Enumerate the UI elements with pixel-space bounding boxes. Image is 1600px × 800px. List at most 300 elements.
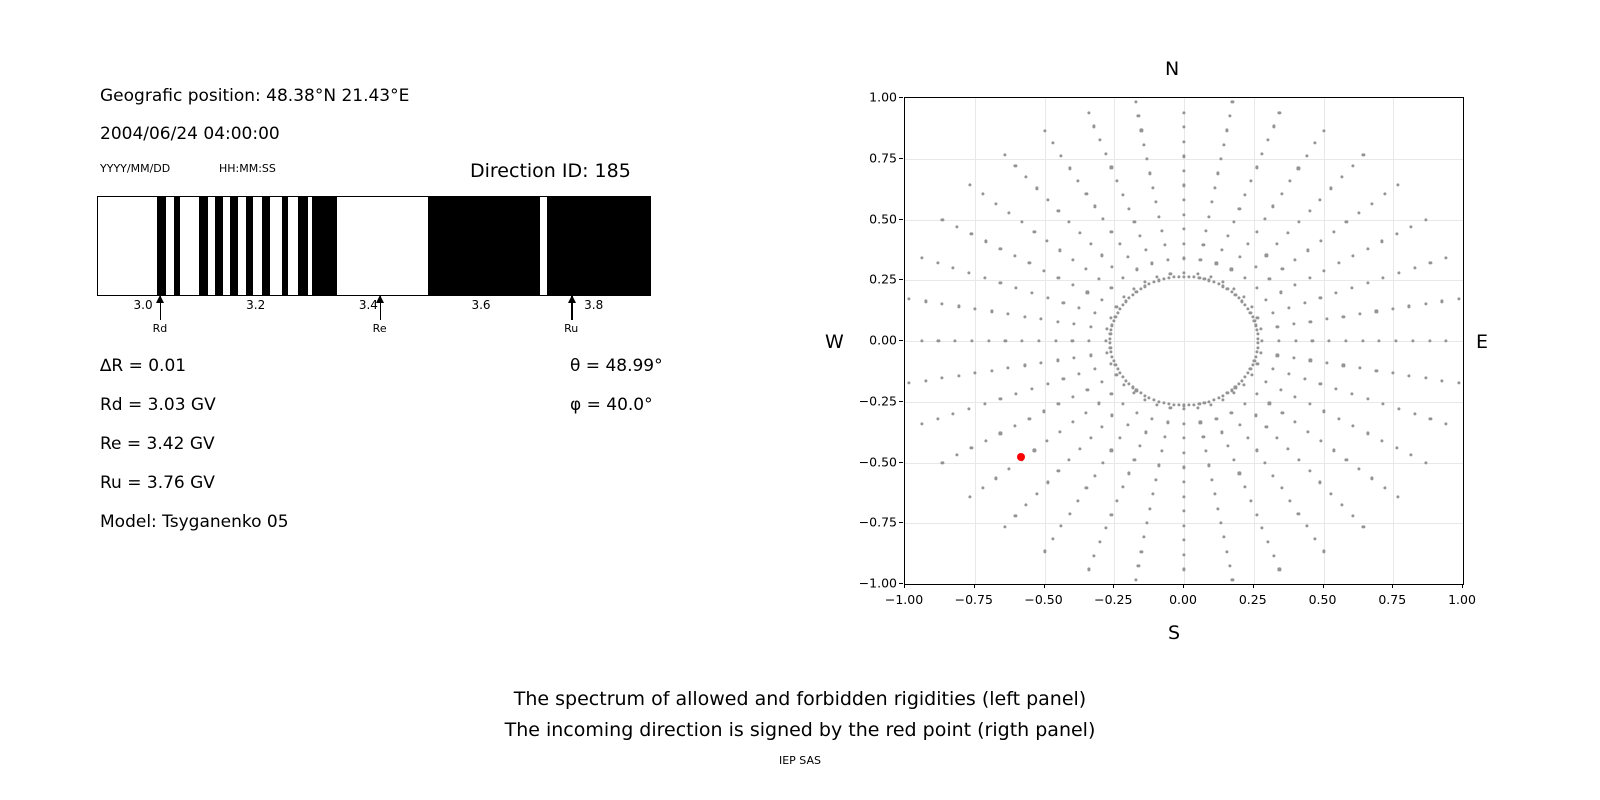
direction-sample-point xyxy=(1057,470,1060,473)
direction-sample-point xyxy=(1100,254,1103,257)
direction-sample-point xyxy=(1100,381,1103,384)
direction-sample-point xyxy=(1134,579,1137,582)
direction-sample-point xyxy=(1231,100,1234,103)
direction-sample-point xyxy=(1288,179,1291,182)
direction-sample-point xyxy=(1366,247,1369,250)
direction-sample-point xyxy=(1381,439,1384,442)
direction-sample-point xyxy=(1151,186,1154,189)
direction-sample-point xyxy=(983,276,986,279)
direction-inner-ring-point xyxy=(1114,364,1117,367)
direction-sample-point xyxy=(1255,513,1258,516)
direction-inner-ring-point xyxy=(1255,328,1258,331)
direction-inner-ring-point xyxy=(1172,276,1175,279)
direction-sample-point xyxy=(982,193,985,196)
direction-sample-point xyxy=(1160,449,1163,452)
direction-sample-point xyxy=(1350,286,1353,289)
direction-sample-point xyxy=(1110,286,1113,289)
x-axis-tick-label: 0.25 xyxy=(1238,592,1267,607)
compass-south-label: S xyxy=(1168,622,1181,644)
direction-sample-point xyxy=(1046,239,1049,242)
direction-sample-point xyxy=(1123,383,1126,386)
direction-sample-point xyxy=(1033,449,1036,452)
direction-sample-point xyxy=(1306,430,1309,433)
y-axis-tick-mark xyxy=(899,97,903,98)
param-phi: φ = 40.0° xyxy=(570,395,653,415)
direction-inner-ring-point xyxy=(1172,403,1175,406)
direction-sample-point xyxy=(1139,234,1142,237)
direction-sample-point xyxy=(1272,205,1275,208)
direction-inner-ring-point xyxy=(1177,404,1180,407)
direction-sample-point xyxy=(1292,356,1295,359)
direction-sample-point xyxy=(1366,432,1369,435)
direction-sample-point xyxy=(1163,435,1166,438)
direction-sample-point xyxy=(1233,287,1236,290)
direction-sample-point xyxy=(1182,568,1185,571)
direction-sample-point xyxy=(1410,225,1413,228)
direction-sample-point xyxy=(970,339,973,342)
direction-inner-ring-point xyxy=(1127,382,1130,385)
direction-sample-point xyxy=(1255,393,1258,396)
x-axis-tick-label: −0.75 xyxy=(954,592,993,607)
direction-inner-ring-point xyxy=(1217,396,1220,399)
forbidden-band xyxy=(246,197,254,295)
direction-sample-point xyxy=(1023,315,1026,318)
direction-sample-point xyxy=(1056,359,1059,362)
direction-sample-point xyxy=(1424,302,1427,305)
direction-sample-point xyxy=(1062,378,1065,381)
direction-sample-point xyxy=(1088,339,1091,342)
direction-sample-point xyxy=(1156,403,1159,406)
y-axis-tick-label: −1.00 xyxy=(858,575,897,591)
direction-sample-point xyxy=(1121,276,1124,279)
rigidity-tick-label: 3.2 xyxy=(246,298,266,312)
direction-sample-point xyxy=(1232,458,1235,461)
direction-inner-ring-point xyxy=(1127,296,1130,299)
direction-sample-point xyxy=(1211,478,1214,481)
direction-sample-point xyxy=(1265,425,1268,428)
direction-sample-point xyxy=(1004,339,1007,342)
marker-arrow-head-icon xyxy=(156,295,164,303)
direction-sample-point xyxy=(1057,209,1060,212)
direction-sample-point xyxy=(1413,413,1416,416)
forbidden-band xyxy=(298,197,308,295)
direction-sample-point xyxy=(984,240,987,243)
direction-inner-ring-point xyxy=(1110,351,1113,354)
y-axis-tick-label: 0.25 xyxy=(869,271,897,287)
direction-sample-point xyxy=(1151,493,1154,496)
direction-sample-point xyxy=(1085,192,1088,195)
direction-inner-ring-point xyxy=(1244,375,1247,378)
direction-sample-point xyxy=(1182,495,1185,498)
direction-sample-point xyxy=(1209,403,1212,406)
y-axis-tick-mark xyxy=(899,340,903,341)
y-axis-tick-label: 1.00 xyxy=(869,89,897,105)
direction-sample-point xyxy=(1243,276,1246,279)
direction-sample-point xyxy=(1071,339,1074,342)
direction-sample-point xyxy=(1123,296,1126,299)
direction-sample-point xyxy=(1086,388,1089,391)
direction-sample-point xyxy=(1205,449,1208,452)
direction-inner-ring-point xyxy=(1253,320,1256,323)
y-axis-tick-mark xyxy=(899,279,903,280)
direction-inner-ring-point xyxy=(1217,283,1220,286)
direction-sample-point xyxy=(1182,480,1185,483)
direction-sample-point xyxy=(1358,312,1361,315)
direction-sample-point xyxy=(1033,230,1036,233)
direction-sample-point xyxy=(1323,269,1326,272)
direction-inner-ring-point xyxy=(1124,379,1127,382)
date-format-label: YYYY/MM/DD xyxy=(100,162,171,175)
direction-sample-point xyxy=(1294,395,1297,398)
direction-sample-point xyxy=(1287,306,1290,309)
gridline-horizontal xyxy=(905,159,1463,160)
direction-sample-point xyxy=(1424,377,1427,380)
direction-sample-point xyxy=(1272,311,1275,314)
direction-sample-point xyxy=(1278,111,1281,114)
direction-sample-point xyxy=(1308,403,1311,406)
direction-sample-point xyxy=(1057,276,1060,279)
direction-sample-point xyxy=(1105,328,1108,331)
direction-sample-point xyxy=(1413,266,1416,269)
y-axis-tick-mark xyxy=(899,158,903,159)
direction-sample-point xyxy=(1457,382,1460,385)
direction-sample-point xyxy=(1182,539,1185,542)
direction-inner-ring-point xyxy=(1226,392,1229,395)
direction-sample-point xyxy=(1265,381,1268,384)
direction-inner-ring-point xyxy=(1124,300,1127,303)
direction-sample-point xyxy=(1225,129,1228,132)
direction-sample-point xyxy=(957,305,960,308)
direction-sample-point xyxy=(1337,262,1340,265)
direction-sample-point xyxy=(1294,339,1297,342)
direction-sample-point xyxy=(1254,265,1257,268)
direction-sample-point xyxy=(1068,167,1071,170)
direction-sample-point xyxy=(983,403,986,406)
direction-sample-point xyxy=(1308,209,1311,212)
direction-sample-point xyxy=(1249,499,1252,502)
direction-sample-point xyxy=(1208,215,1211,218)
direction-sample-point xyxy=(1266,138,1269,141)
direction-sample-point xyxy=(952,413,955,416)
direction-inner-ring-point xyxy=(1116,368,1119,371)
direction-inner-ring-point xyxy=(1109,346,1112,349)
direction-sample-point xyxy=(1078,231,1081,234)
direction-sample-point xyxy=(1078,306,1081,309)
direction-sample-point xyxy=(970,232,973,235)
direction-sample-point xyxy=(1182,213,1185,216)
direction-sample-point xyxy=(1154,201,1157,204)
direction-sample-point xyxy=(1093,554,1096,557)
direction-sample-point xyxy=(1202,244,1205,247)
direction-sample-point xyxy=(1182,510,1185,513)
direction-sample-point xyxy=(1105,351,1108,354)
direction-sample-point xyxy=(941,377,944,380)
direction-sample-point xyxy=(1247,243,1250,246)
direction-sample-point xyxy=(1441,379,1444,382)
direction-sample-point xyxy=(1429,261,1432,264)
direction-id-label: Direction ID: 185 xyxy=(470,160,631,182)
direction-sample-point xyxy=(1322,550,1325,553)
x-axis-tick-mark xyxy=(1392,584,1393,588)
direction-sample-point xyxy=(1110,230,1113,233)
direction-sample-point xyxy=(1294,258,1297,261)
direction-sample-point xyxy=(1093,311,1096,314)
direction-sample-point xyxy=(1060,525,1063,528)
direction-sample-point xyxy=(1238,424,1241,427)
marker-arrow-head-icon xyxy=(568,295,576,303)
direction-sample-point xyxy=(1325,317,1328,320)
forbidden-band xyxy=(199,197,207,295)
direction-sample-point xyxy=(1445,256,1448,259)
direction-sample-point xyxy=(1222,536,1225,539)
direction-sample-point xyxy=(1202,435,1205,438)
direction-sample-point xyxy=(1116,180,1119,183)
y-axis-tick-label: 0.50 xyxy=(869,211,897,226)
direction-sample-point xyxy=(1314,142,1317,145)
direction-sample-point xyxy=(1323,410,1326,413)
direction-sample-point xyxy=(1319,383,1322,386)
direction-inner-ring-point xyxy=(1254,355,1257,358)
direction-sample-point xyxy=(1428,339,1431,342)
direction-sample-point xyxy=(1280,192,1283,195)
direction-sample-point xyxy=(1146,158,1149,161)
direction-sample-point xyxy=(1110,393,1113,396)
direction-sample-point xyxy=(1250,373,1253,376)
direction-sample-point xyxy=(1046,198,1049,201)
direction-sample-point xyxy=(1294,421,1297,424)
direction-sample-point xyxy=(1127,255,1130,258)
compass-west-label: W xyxy=(825,331,844,353)
direction-sample-point xyxy=(1277,339,1280,342)
direction-sample-point xyxy=(1182,422,1185,425)
direction-sample-point xyxy=(1266,540,1269,543)
direction-sample-point xyxy=(1340,503,1343,506)
direction-inner-ring-point xyxy=(1256,342,1259,345)
direction-sample-point xyxy=(1121,403,1124,406)
direction-sample-point xyxy=(1243,193,1246,196)
direction-sample-point xyxy=(1071,421,1074,424)
direction-sample-point xyxy=(1109,363,1112,366)
direction-sample-point xyxy=(1254,414,1257,417)
direction-sample-point xyxy=(1057,403,1060,406)
marker-label: Ru xyxy=(564,322,579,335)
direction-inner-ring-point xyxy=(1109,337,1112,340)
direction-sample-point xyxy=(1071,395,1074,398)
direction-sample-point xyxy=(1182,451,1185,454)
direction-sample-point xyxy=(982,486,985,489)
direction-sample-point xyxy=(1110,513,1113,516)
direction-sample-point xyxy=(1014,514,1017,517)
direction-sample-point xyxy=(1309,320,1312,323)
direction-sample-point xyxy=(1182,228,1185,231)
marker-label: Re xyxy=(372,322,387,335)
direction-sample-point xyxy=(1127,424,1130,427)
direction-inner-ring-point xyxy=(1109,342,1112,345)
x-axis-tick-label: −1.00 xyxy=(884,592,924,607)
direction-inner-ring-point xyxy=(1116,311,1119,314)
direction-sample-point xyxy=(1441,300,1444,303)
direction-sample-point xyxy=(1084,268,1087,271)
direction-sample-point xyxy=(999,247,1002,250)
direction-sample-point xyxy=(1101,461,1104,464)
direction-sample-point xyxy=(1383,486,1386,489)
direction-sample-point xyxy=(1256,316,1259,319)
direction-sample-point xyxy=(1329,187,1332,190)
direction-sample-point xyxy=(1329,492,1332,495)
direction-sample-point xyxy=(1182,184,1185,187)
direction-sample-point xyxy=(1303,301,1306,304)
direction-sample-point xyxy=(1242,383,1245,386)
direction-sample-point xyxy=(974,371,977,374)
direction-sample-point xyxy=(1350,393,1353,396)
direction-sample-point xyxy=(924,300,927,303)
direction-sample-point xyxy=(1215,417,1218,420)
rigidity-tick-label: 3.0 xyxy=(133,298,153,312)
direction-sample-point xyxy=(1068,512,1071,515)
direction-sample-point xyxy=(987,339,990,342)
direction-sample-point xyxy=(1286,231,1289,234)
direction-sample-point xyxy=(1166,258,1169,261)
direction-sample-point xyxy=(1037,339,1040,342)
direction-sample-point xyxy=(1068,459,1071,462)
direction-inner-ring-point xyxy=(1121,303,1124,306)
direction-sample-point xyxy=(1286,447,1289,450)
direction-sample-point xyxy=(1182,257,1185,260)
y-axis-tick-label: 0.75 xyxy=(869,150,897,166)
direction-sample-point xyxy=(1222,143,1225,146)
direction-sample-point xyxy=(999,432,1002,435)
direction-sample-point xyxy=(1429,418,1432,421)
direction-inner-ring-point xyxy=(1198,276,1201,279)
direction-inner-ring-point xyxy=(1241,379,1244,382)
direction-inner-ring-point xyxy=(1193,276,1196,279)
direction-inner-ring-point xyxy=(1208,279,1211,282)
direction-sample-point xyxy=(941,461,944,464)
datetime-label: 2004/06/24 04:00:00 xyxy=(100,124,280,144)
direction-sample-point xyxy=(1362,153,1365,156)
direction-sample-point xyxy=(1375,310,1378,313)
caption-line-1: The spectrum of allowed and forbidden rigidities (left panel) xyxy=(513,688,1087,710)
direction-sample-point xyxy=(1238,472,1241,475)
direction-sample-point xyxy=(1133,458,1136,461)
rigidity-tick-label: 3.6 xyxy=(471,298,491,312)
direction-sample-point xyxy=(1396,183,1399,186)
direction-sample-point xyxy=(1308,470,1311,473)
direction-sample-point xyxy=(1199,258,1202,261)
forbidden-band xyxy=(262,197,270,295)
direction-sample-point xyxy=(1199,421,1202,424)
direction-sample-point xyxy=(908,297,911,300)
direction-sample-point xyxy=(1137,564,1140,567)
direction-sample-point xyxy=(1249,180,1252,183)
time-format-label: HH:MM:SS xyxy=(219,162,276,175)
direction-sample-point xyxy=(1305,154,1308,157)
x-axis-tick-mark xyxy=(1044,584,1045,588)
direction-sample-point xyxy=(1216,507,1219,510)
direction-sample-point xyxy=(1255,230,1258,233)
direction-inner-ring-point xyxy=(1254,324,1257,327)
direction-sample-point xyxy=(1361,339,1364,342)
direction-inner-ring-point xyxy=(1131,293,1134,296)
direction-sample-point xyxy=(1279,388,1282,391)
direction-sample-point xyxy=(1144,431,1147,434)
direction-sample-point xyxy=(920,423,923,426)
direction-sample-point xyxy=(1378,339,1381,342)
direction-sample-point xyxy=(1221,431,1224,434)
direction-inner-ring-point xyxy=(1212,281,1215,284)
direction-inner-ring-point xyxy=(1249,311,1252,314)
direction-sample-point xyxy=(1382,276,1385,279)
direction-sample-point xyxy=(1046,439,1049,442)
compass-east-label: E xyxy=(1476,331,1489,353)
direction-sample-point xyxy=(1265,254,1268,257)
direction-sample-point xyxy=(1089,354,1092,357)
direction-sample-point xyxy=(1457,297,1460,300)
direction-sample-point xyxy=(1256,363,1259,366)
gridline-horizontal xyxy=(905,463,1463,464)
direction-sample-point xyxy=(1211,201,1214,204)
direction-sample-point xyxy=(1255,449,1258,452)
direction-sample-point xyxy=(1319,198,1322,201)
direction-sample-point xyxy=(1073,323,1076,326)
direction-sample-point xyxy=(1342,315,1345,318)
direction-sample-point xyxy=(1046,481,1049,484)
direction-sample-point xyxy=(1306,249,1309,252)
direction-sample-point xyxy=(1135,411,1138,414)
direction-sample-point xyxy=(1058,249,1061,252)
rigidity-spectrum-axis xyxy=(97,296,651,356)
direction-inner-ring-point xyxy=(1246,307,1249,310)
direction-map-panel xyxy=(800,0,1600,680)
direction-sample-point xyxy=(1208,464,1211,467)
y-axis-tick-mark xyxy=(899,401,903,402)
direction-sample-point xyxy=(957,374,960,377)
direction-sample-point xyxy=(1110,449,1113,452)
direction-sample-point xyxy=(1370,477,1373,480)
direction-sample-point xyxy=(1345,221,1348,224)
direction-sample-point xyxy=(1221,280,1224,283)
y-axis-tick-label: −0.75 xyxy=(858,514,897,530)
direction-sample-point xyxy=(1166,421,1169,424)
direction-sample-point xyxy=(1205,229,1208,232)
x-axis-tick-mark xyxy=(904,584,905,588)
direction-sample-point xyxy=(1150,417,1153,420)
direction-sample-point xyxy=(952,266,955,269)
direction-sample-point xyxy=(1023,364,1026,367)
direction-inner-ring-point xyxy=(1256,337,1259,340)
direction-sample-point xyxy=(1411,339,1414,342)
direction-sample-point xyxy=(1395,446,1398,449)
direction-sample-point xyxy=(984,439,987,442)
rigidity-spectrum-bar xyxy=(97,196,651,296)
direction-sample-point xyxy=(955,225,958,228)
direction-inner-ring-point xyxy=(1109,333,1112,336)
direction-inner-ring-point xyxy=(1114,315,1117,318)
x-axis-tick-label: 1.00 xyxy=(1448,592,1476,607)
direction-sample-point xyxy=(920,256,923,259)
direction-sample-point xyxy=(969,183,972,186)
direction-sample-point xyxy=(1071,284,1074,287)
direction-sample-point xyxy=(1261,527,1264,530)
direction-sample-point xyxy=(936,418,939,421)
direction-sample-point xyxy=(1115,373,1118,376)
direction-sample-point xyxy=(1226,444,1229,447)
direction-sample-point xyxy=(1238,207,1241,210)
direction-sample-point xyxy=(1143,143,1146,146)
direction-sample-point xyxy=(1068,220,1071,223)
y-axis-tick-label: −0.25 xyxy=(858,393,897,409)
x-axis-tick-label: −0.25 xyxy=(1094,592,1133,607)
